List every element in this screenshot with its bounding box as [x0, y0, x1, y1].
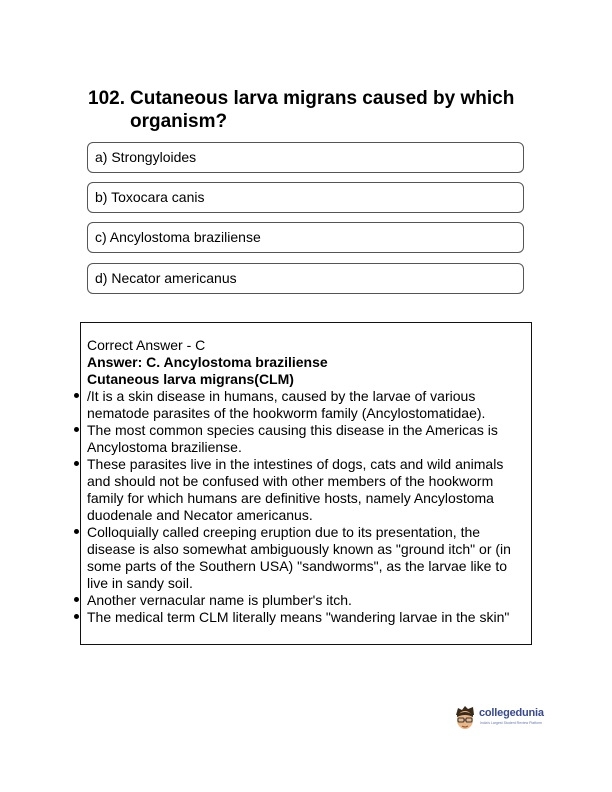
- option-b[interactable]: b) Toxocara canis: [87, 182, 524, 213]
- correct-answer-line: Correct Answer - C: [87, 337, 206, 353]
- explanation-bullets: [87, 388, 527, 626]
- bullet-item: The medical term CLM literally means "wandering larvae in the skin": [87, 609, 527, 626]
- option-c[interactable]: c) Ancylostoma braziliense: [87, 222, 524, 253]
- question-title: [88, 87, 528, 133]
- explanation-heading: Cutaneous larva migrans(CLM): [87, 371, 294, 387]
- answer-explanation: [87, 337, 527, 626]
- brand-name: collegedunia: [479, 707, 544, 719]
- brand-tagline: India's Largest Student Review Platform: [480, 721, 543, 725]
- bullet-icon: [74, 461, 79, 466]
- bullet-item: These parasites live in the intestines of dogs, cats and wild animals and should not be confused with other members of the hookworm family for which humans are definitive hosts, namely Ancylostoma duodenale and Necator americanus.: [87, 456, 527, 524]
- bullet-icon: [74, 614, 79, 619]
- student-avatar-icon: [454, 705, 476, 731]
- bullet-icon: [74, 597, 79, 602]
- collegedunia-logo: [454, 704, 564, 734]
- question-text: Cutaneous larva migrans caused by which organism?: [130, 88, 515, 132]
- bullet-item: Another vernacular name is plumber's itch.: [87, 592, 527, 609]
- option-d[interactable]: d) Necator americanus: [87, 263, 524, 294]
- bullet-icon: [74, 393, 79, 398]
- bullet-item: The most common species causing this disease in the Americas is Ancylostoma braziliense.: [87, 422, 527, 456]
- bullet-icon: [74, 529, 79, 534]
- bullet-item: Colloquially called creeping eruption due to its presentation, the disease is also somewhat ambiguously known as "ground itch" or (in some parts of the Southern USA) "sandworms", as the larvae like to live in sandy soil.: [87, 524, 527, 592]
- question-number: 102.: [88, 88, 125, 109]
- answer-line: Answer: C. Ancylostoma braziliense: [87, 354, 328, 370]
- option-a[interactable]: a) Strongyloides: [87, 142, 524, 173]
- bullet-icon: [74, 427, 79, 432]
- bullet-item: /It is a skin disease in humans, caused by the larvae of various nematode parasites of the hookworm family (Ancylostomatidae).: [87, 388, 527, 422]
